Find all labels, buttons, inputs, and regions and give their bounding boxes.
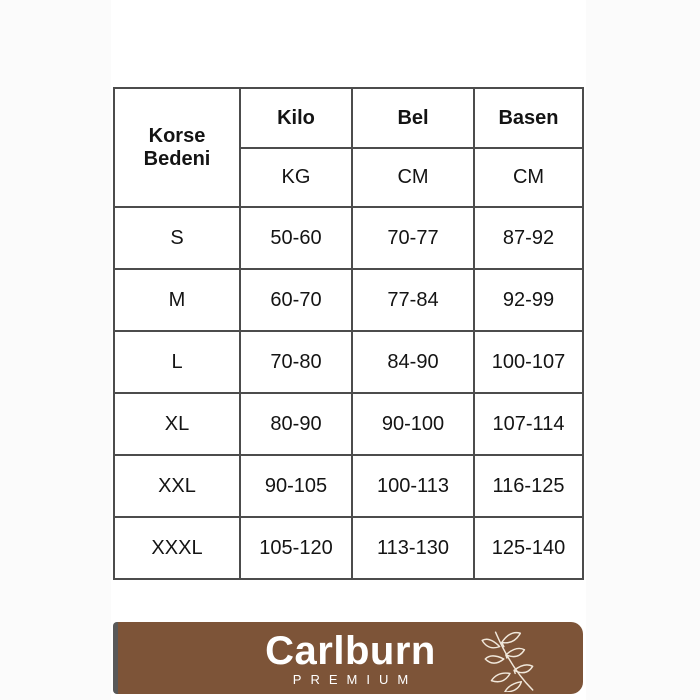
size-cell: XXXL — [114, 517, 240, 579]
value-cell-bel: 100-113 — [352, 455, 474, 517]
value-cell-kilo: 90-105 — [240, 455, 352, 517]
table-row — [114, 455, 583, 517]
value-cell-bel: 84-90 — [352, 331, 474, 393]
value-cell-kilo: 80-90 — [240, 393, 352, 455]
value-cell-basen: 107-114 — [474, 393, 583, 455]
table-row — [114, 393, 583, 455]
value-cell-basen: 92-99 — [474, 269, 583, 331]
unit-cell-basen: CM — [474, 148, 583, 207]
value-cell-kilo: 50-60 — [240, 207, 352, 269]
value-cell-basen: 87-92 — [474, 207, 583, 269]
corner-header-cell: Korse Bedeni — [114, 88, 240, 207]
size-cell: L — [114, 331, 240, 393]
value-cell-bel: 77-84 — [352, 269, 474, 331]
size-cell: S — [114, 207, 240, 269]
size-cell: XXL — [114, 455, 240, 517]
value-cell-kilo: 70-80 — [240, 331, 352, 393]
value-cell-kilo: 60-70 — [240, 269, 352, 331]
unit-cell-bel: CM — [352, 148, 474, 207]
value-cell-kilo: 105-120 — [240, 517, 352, 579]
size-chart-table — [113, 87, 584, 580]
brand-name: Carlburn — [265, 628, 436, 673]
table-row — [114, 207, 583, 269]
brand-banner — [113, 622, 583, 694]
header-row — [114, 88, 583, 148]
brand-tagline: PREMIUM — [292, 671, 418, 687]
table-row — [114, 517, 583, 579]
column-header-bel: Bel — [352, 88, 474, 148]
column-header-kilo: Kilo — [240, 88, 352, 148]
branch-leaves-icon — [479, 626, 541, 692]
value-cell-bel: 113-130 — [352, 517, 474, 579]
value-cell-basen: 125-140 — [474, 517, 583, 579]
table-row — [114, 331, 583, 393]
value-cell-bel: 70-77 — [352, 207, 474, 269]
value-cell-basen: 116-125 — [474, 455, 583, 517]
column-header-basen: Basen — [474, 88, 583, 148]
value-cell-bel: 90-100 — [352, 393, 474, 455]
unit-cell-kilo: KG — [240, 148, 352, 207]
size-cell: XL — [114, 393, 240, 455]
table-row — [114, 269, 583, 331]
size-cell: M — [114, 269, 240, 331]
value-cell-basen: 100-107 — [474, 331, 583, 393]
